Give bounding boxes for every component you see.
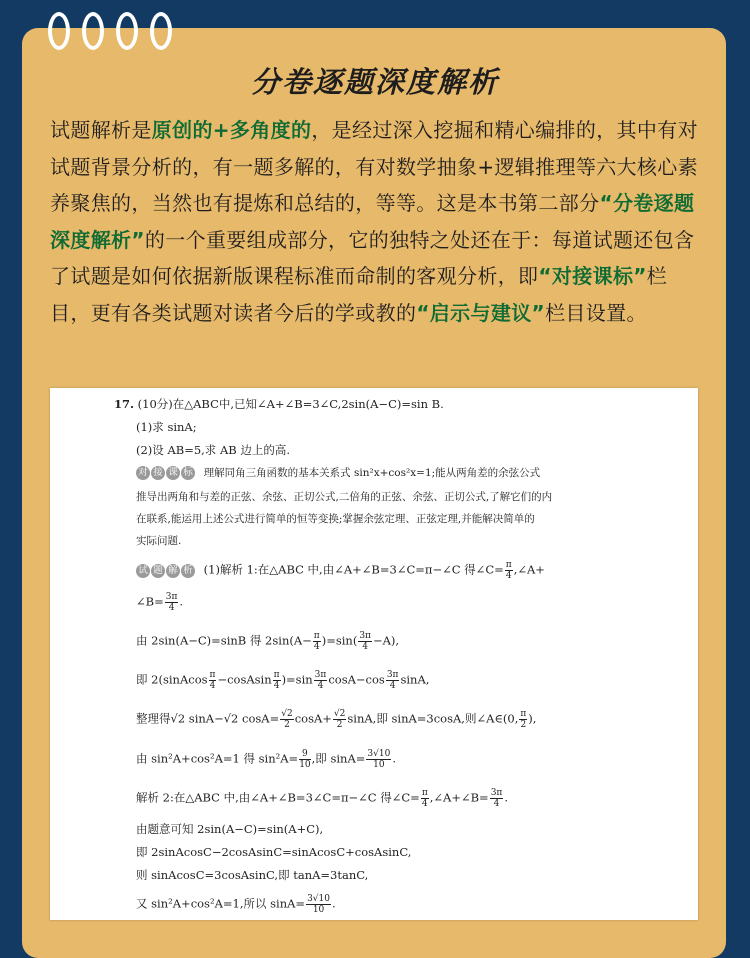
fraction: $\frac{3√10}{10}$ bbox=[307, 894, 330, 915]
solution-text: ∠B= bbox=[136, 594, 164, 609]
intro-text: 试题解析是 bbox=[50, 118, 152, 142]
analysis-tag bbox=[136, 563, 196, 578]
ring-icon bbox=[82, 12, 104, 50]
intro-text: 栏目设置。 bbox=[545, 300, 647, 325]
solution-text: sinA, bbox=[400, 672, 430, 687]
solution-text: ,即 sinA= bbox=[311, 751, 366, 766]
solution-text: −cosAsin bbox=[217, 672, 272, 687]
solution-line-9: 即 2sinAcosC−2cosAsinC=sinAcosC+cosAsinC, bbox=[136, 845, 412, 859]
page-title: 分卷逐题深度解析 bbox=[250, 65, 499, 99]
solution-text: cosA+ bbox=[294, 711, 332, 726]
tag-char: 题 bbox=[151, 564, 165, 578]
fraction: $\frac{\pi}{4}$ bbox=[273, 670, 280, 691]
solution-text: (1)解析 1:在△ABC 中,由∠A+∠B=3∠C=π−∠C 得∠C= bbox=[203, 562, 504, 577]
solution-text: ), bbox=[528, 711, 537, 726]
solution-text: 又 sin²A+cos²A=1,所以 sinA= bbox=[136, 896, 306, 911]
tag-char: 对 bbox=[136, 466, 150, 480]
solution-text: )=sin bbox=[281, 672, 313, 687]
tag-char: 试 bbox=[136, 564, 150, 578]
curriculum-line bbox=[136, 465, 540, 480]
ring-icon bbox=[150, 12, 172, 50]
solution-text: 由 sin²A+cos²A=1 得 sin²A= bbox=[136, 751, 299, 766]
tag-char: 接 bbox=[151, 466, 165, 480]
solution-text: ,∠A+ bbox=[513, 562, 545, 577]
solution-line-3 bbox=[136, 631, 399, 652]
solution-text: 解析 2:在△ABC 中,由∠A+∠B=3∠C=π−∠C 得∠C= bbox=[136, 790, 420, 805]
intro-highlight: “对接课标” bbox=[538, 264, 647, 288]
solution-text: 由 2sin(A−C)=sinB 得 2sin(A− bbox=[136, 633, 312, 648]
tag-char: 标 bbox=[181, 466, 195, 480]
curriculum-text: 实际问题. bbox=[136, 535, 182, 547]
solution-text: 整理得√2 sinA−√2 cosA= bbox=[136, 711, 280, 726]
solution-text: sinA,即 sinA=3cosA,则∠A∈(0, bbox=[347, 711, 519, 726]
fraction: $\frac{3\pi}{4}$ bbox=[314, 670, 327, 691]
ring-icon bbox=[48, 12, 70, 50]
curriculum-text: 推导出两角和与差的正弦、余弦、正切公式,二倍角的正弦、余弦、正切公式,了解它们的内 bbox=[136, 491, 553, 503]
fraction: $\frac{√2}{2}$ bbox=[281, 709, 293, 730]
tag-char: 解 bbox=[166, 564, 180, 578]
fraction: $\frac{\pi}{2}$ bbox=[520, 709, 527, 730]
tag-char: 析 bbox=[181, 564, 195, 578]
solution-line-7 bbox=[136, 788, 508, 809]
intro-paragraph bbox=[50, 112, 706, 331]
book-page-image bbox=[50, 388, 698, 920]
curriculum-text: 理解同角三角函数的基本关系式 sin²x+cos²x=1;能从两角差的余弦公式 bbox=[203, 467, 541, 479]
solution-text: −A), bbox=[372, 633, 400, 648]
fraction: $\frac{\pi}{4}$ bbox=[505, 560, 512, 581]
tag-char: 课 bbox=[166, 466, 180, 480]
solution-text: 即 2(sinAcos bbox=[136, 672, 208, 687]
intro-highlight: “分卷逐题深度解析” bbox=[50, 191, 695, 252]
solution-text: . bbox=[392, 751, 396, 766]
question-text: (10分)在△ABC中,已知∠A+∠B=3∠C,2sin(A−C)=sin B. bbox=[137, 397, 444, 411]
solution-line-1 bbox=[136, 560, 545, 581]
solution-line-10: 则 sinAcosC=3cosAsinC,即 tanA=3tanC, bbox=[136, 868, 369, 882]
fraction: $\frac{\pi}{4}$ bbox=[421, 788, 428, 809]
intro-text: 栏目，更有各类试题对读者今后的学或教的 bbox=[50, 264, 668, 325]
fraction: $\frac{3\pi}{4}$ bbox=[165, 592, 178, 613]
fraction: $\frac{3\pi}{4}$ bbox=[490, 788, 503, 809]
fraction: $\frac{\pi}{4}$ bbox=[209, 670, 216, 691]
fraction: $\frac{9}{10}$ bbox=[299, 749, 311, 770]
fraction: $\frac{√2}{2}$ bbox=[333, 709, 346, 730]
question-number: 17. bbox=[114, 397, 135, 411]
solution-line-2: ∠B= $\frac{3\pi}{4}$ . bbox=[136, 592, 184, 613]
solution-text: cosA−cos bbox=[328, 672, 385, 687]
curriculum-text: 在联系,能运用上述公式进行简单的恒等变换;掌握余弦定理、正弦定理,并能解决简单的 bbox=[136, 513, 535, 525]
solution-line-8: 由题意可知 2sin(A−C)=sin(A+C), bbox=[136, 822, 324, 836]
solution-line-4 bbox=[136, 670, 429, 691]
solution-text: ,∠A+∠B= bbox=[429, 790, 489, 805]
subquestion-2: (2)设 AB=5,求 AB 边上的高. bbox=[136, 443, 291, 457]
ring-icon bbox=[116, 12, 138, 50]
solution-text: . bbox=[332, 896, 336, 911]
question-line bbox=[114, 396, 444, 412]
solution-text: )=sin( bbox=[321, 633, 358, 648]
solution-line-6 bbox=[136, 749, 396, 770]
subquestion-1: (1)求 sinA; bbox=[136, 420, 197, 434]
curriculum-tag bbox=[136, 465, 196, 480]
intro-text: 的一个重要组成部分，它的独特之处还在于：每道试题还包含了试题是如何依据新版课程标准而命制的客观分析，即 bbox=[50, 227, 695, 288]
fraction: $\frac{3√10}{10}$ bbox=[367, 749, 391, 770]
solution-line-11 bbox=[136, 894, 336, 915]
intro-highlight: “启示与建议” bbox=[416, 300, 546, 325]
solution-text: . bbox=[504, 790, 509, 805]
fraction: $\frac{3\pi}{4}$ bbox=[386, 670, 399, 691]
intro-text: ，是经过深入挖掘和精心编排的，其中有对试题背景分析的，有一题多解的，有对数学抽象+逻辑推理等六大核心素养聚焦的，当然也有提炼和总结的，等等。这是本书第二部分 bbox=[50, 118, 698, 215]
fraction: $\frac{3\pi}{4}$ bbox=[359, 631, 371, 652]
solution-line-5 bbox=[136, 709, 536, 730]
fraction: $\frac{\pi}{4}$ bbox=[313, 631, 320, 652]
intro-highlight: 原创的+多角度的 bbox=[151, 118, 312, 142]
binder-rings bbox=[48, 12, 178, 56]
